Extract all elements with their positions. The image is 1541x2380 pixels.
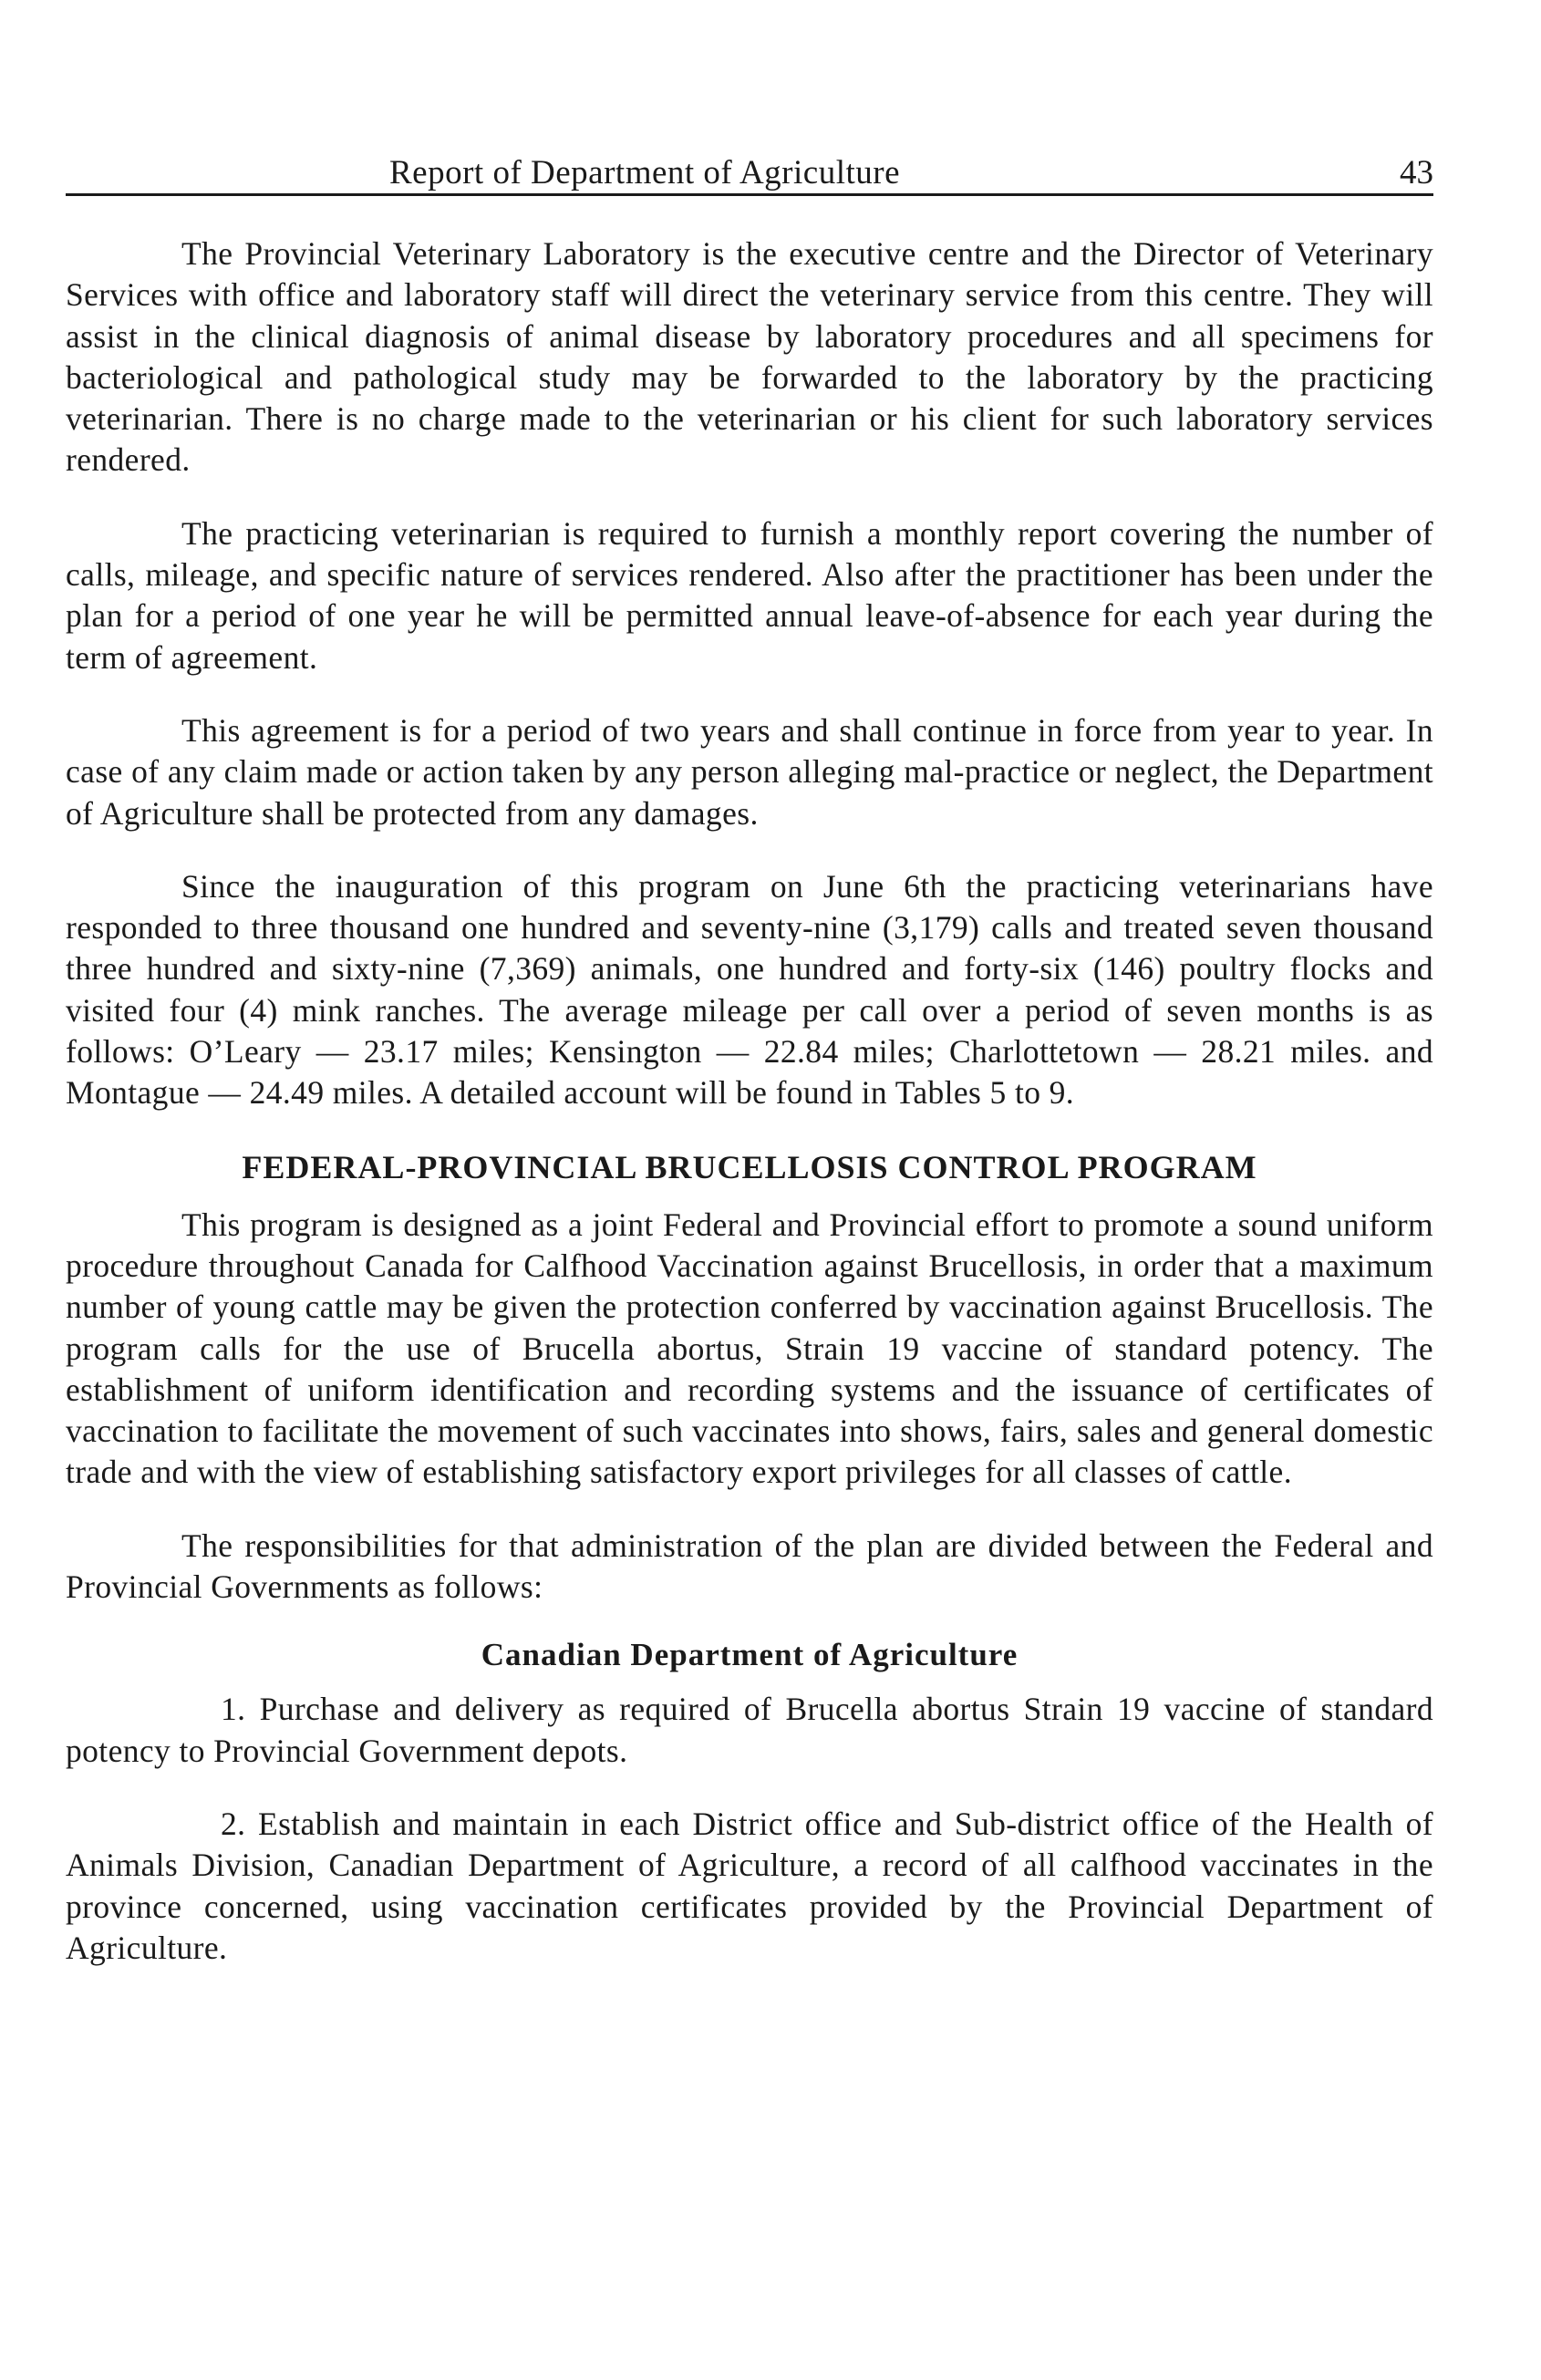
paragraph-responsibilities: The responsibilities for that administration of the plan are divided between the Federal and Provincial Governments as follows: [66,1526,1433,1606]
section-heading: FEDERAL-PROVINCIAL BRUCELLOSIS CONTROL PROGRAM [242,1148,1257,1185]
paragraph-monthly-report: The practicing veterinarian is required to furnish a monthly report covering the number of calls, mileage, and specific nature of services rendered. Also after the practitioner has been under the plan for a period of one year he will be permitted annual leave-of-absence for each year during the term of agreement. [66,514,1433,676]
list-item-records: 2. Establish and maintain in each District office and Sub-district office of the Health of Animals Division, Canadian Department of Agriculture, a record of all calfhood vaccinates in the province concerned, using vaccination certificates provided by the Provincial Department of Agriculture. [66,1805,1433,1966]
running-header [66,153,1433,196]
paragraph-agreement: This agreement is for a period of two years and shall continue in force from year to year. In case of any claim made or action taken by any person alleging mal-practice or neglect, the Department of Agriculture shall be protected from any damages. [66,711,1433,832]
paragraph-program-results: Since the inauguration of this program on June 6th the practicing veterinarians have responded to three thousand one hundred and seventy-nine (3,179) calls and treated seven thousand three hundred and sixty-nine (7,369) animals, one hundred and forty-six (146) poultry flocks and visited four (4) mink ranches. The average mileage per call over a period of seven months is as follows: O’Leary — 23.17 miles; Kensington — 22.84 miles; Charlottetown — 28.21 miles. and Montague — 24.49 miles. A detailed account will be found in Tables 5 to 9. [66,867,1433,1112]
paragraph-laboratory: The Provincial Veterinary Laboratory is the executive centre and the Director of Veterinary Services with office and laboratory staff will direct the veterinary service from this centre. They will assist in the clinical diagnosis of animal disease by laboratory procedures and all specimens for bacteriological and pathological study may be forwarded to the laboratory by the practicing veterinarian. There is no charge made to the veterinarian or his client for such laboratory services rendered. [66,235,1433,479]
paragraph-program-description: This program is designed as a joint Federal and Provincial effort to promote a sound uniform procedure throughout Canada for Calfhood Vaccination against Brucellosis, in order that a maximum number of young cattle may be given the protection conferred by vaccination against Brucellosis. The program calls for the use of Brucella abortus, Strain 19 vaccine of standard potency. The establishment of uniform identification and recording systems and the issuance of certificates of vaccination to facilitate the movement of such vaccinates into shows, fairs, sales and general domestic trade and with the view of establishing satisfactory export privileges for all classes of cattle. [66,1206,1433,1491]
page-number: 43 [1400,154,1433,191]
body-text [66,233,1433,2001]
list-item-purchase: 1. Purchase and delivery as required of Brucella abortus Strain 19 vaccine of standard potency to Provincial Government depots. [66,1691,1433,1769]
sub-heading: Canadian Department of Agriculture [481,1637,1019,1673]
header-title: Report of Department of Agriculture [389,154,900,191]
